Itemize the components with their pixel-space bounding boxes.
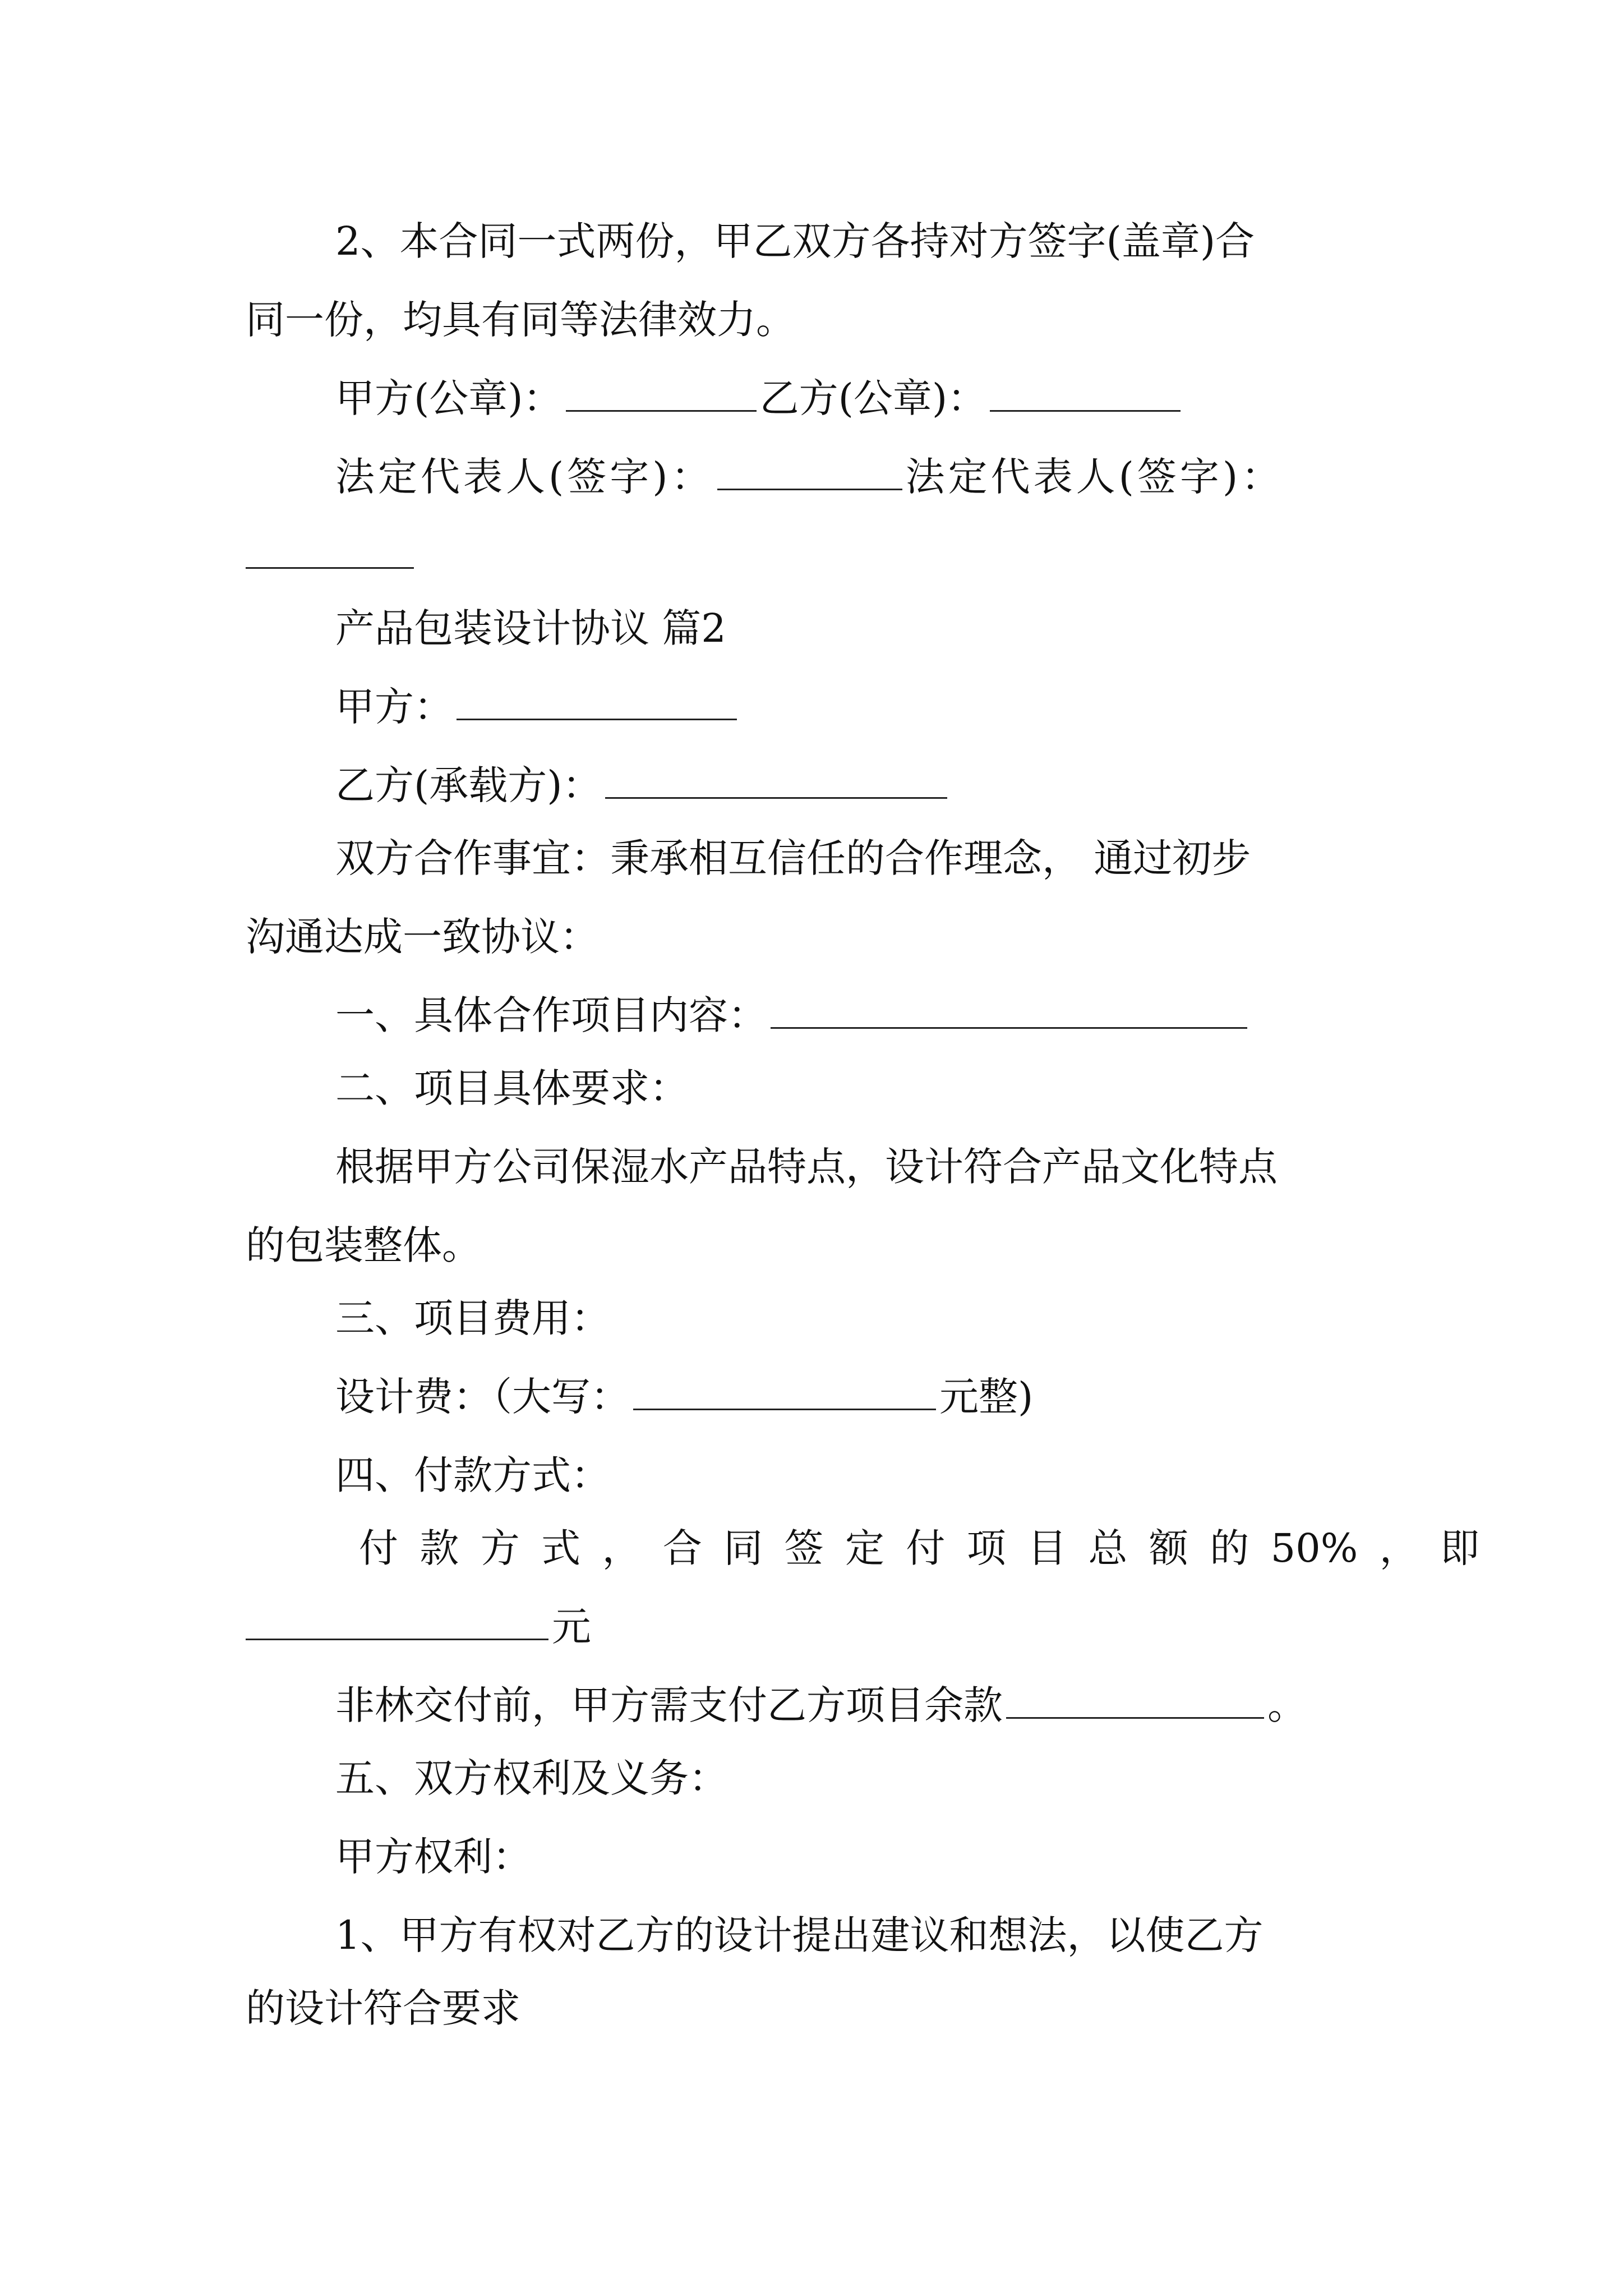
paragraph-line: 同一份，均具有同等法律效力。 bbox=[246, 297, 795, 343]
payment-word: 方 bbox=[480, 1525, 520, 1571]
payment-word: 签 bbox=[784, 1525, 824, 1571]
balance-label: 非林交付前，甲方需支付乙方项目余款 bbox=[335, 1682, 1003, 1728]
design-fee-blank bbox=[633, 1375, 936, 1410]
payment-word: 50% bbox=[1270, 1525, 1358, 1571]
paragraph-line: 1、甲方有权对乙方的设计提出建议和想法，以使乙方 bbox=[335, 1912, 1264, 1958]
paragraph-line: 的包装整体。 bbox=[246, 1222, 481, 1268]
payment-word: 款 bbox=[419, 1525, 459, 1571]
party-a-line bbox=[335, 679, 1623, 735]
design-fee-label: 设计费：（大写： bbox=[335, 1374, 630, 1420]
party-b-rep-blank bbox=[246, 533, 414, 569]
payment-word: ， bbox=[1379, 1525, 1419, 1571]
balance-blank bbox=[1006, 1683, 1264, 1719]
design-fee-line bbox=[335, 1369, 1623, 1425]
party-b-line bbox=[335, 757, 1623, 813]
payment-word: 额 bbox=[1149, 1525, 1188, 1571]
party-a-rep-label: 法定代表人(签字)： bbox=[335, 454, 714, 500]
party-b-rep-label: 法定代表人(签字)： bbox=[905, 454, 1284, 500]
payment-amount-line bbox=[246, 1599, 1623, 1655]
party-a-rep-blank bbox=[717, 455, 902, 490]
payment-word: 合 bbox=[662, 1525, 702, 1571]
paragraph-line: 根据甲方公司保湿水产品特点，设计符合产品文化特点 bbox=[335, 1144, 1278, 1190]
payment-word: 定 bbox=[845, 1525, 884, 1571]
payment-line bbox=[359, 1520, 1623, 1576]
party-a-label: 甲方： bbox=[335, 684, 453, 730]
party-b-blank bbox=[605, 763, 947, 799]
paragraph-line: 的设计符合要求 bbox=[246, 1985, 520, 2031]
project-content-line bbox=[335, 987, 1623, 1043]
section-heading: 四、付款方式： bbox=[335, 1452, 610, 1498]
party-b-label: 乙方(承载方)： bbox=[335, 762, 602, 808]
section-heading: 二、项目具体要求： bbox=[335, 1065, 689, 1111]
payment-word: 项 bbox=[966, 1525, 1006, 1571]
payment-amount-unit: 元 bbox=[552, 1604, 591, 1650]
party-b-seal-blank bbox=[990, 376, 1181, 412]
party-a-blank bbox=[457, 685, 737, 720]
seal-line bbox=[335, 370, 1623, 426]
payment-word: 的 bbox=[1210, 1525, 1249, 1571]
paragraph-line: 2、本合同一式两份，甲乙双方各持对方签字(盖章)合 bbox=[335, 218, 1255, 264]
project-content-label: 一、具体合作项目内容： bbox=[335, 992, 767, 1038]
payment-word: ， bbox=[602, 1525, 642, 1571]
signature-line bbox=[335, 449, 1623, 505]
balance-end: 。 bbox=[1267, 1682, 1307, 1728]
project-content-blank bbox=[771, 993, 1247, 1029]
payment-word: 同 bbox=[723, 1525, 763, 1571]
paragraph-line: 沟通达成一致协议： bbox=[246, 914, 599, 960]
payment-word: 即 bbox=[1440, 1525, 1479, 1571]
section-title: 产品包装设计协议 篇2 bbox=[335, 605, 726, 651]
balance-line bbox=[335, 1677, 1623, 1733]
payment-word: 总 bbox=[1088, 1525, 1128, 1571]
payment-word: 目 bbox=[1027, 1525, 1067, 1571]
payment-word: 付 bbox=[359, 1525, 398, 1571]
design-fee-suffix: 元整) bbox=[939, 1374, 1034, 1420]
payment-word: 式 bbox=[541, 1525, 581, 1571]
payment-word: 付 bbox=[906, 1525, 946, 1571]
payment-words bbox=[359, 1520, 1479, 1576]
party-a-seal-blank bbox=[566, 376, 757, 412]
payment-amount-blank bbox=[246, 1605, 548, 1640]
section-heading: 甲方权利： bbox=[335, 1834, 532, 1880]
signature-blank-line bbox=[246, 527, 1623, 583]
section-heading: 五、双方权利及义务： bbox=[335, 1755, 728, 1801]
section-heading: 三、项目费用： bbox=[335, 1295, 610, 1341]
paragraph-line: 双方合作事宜：秉承相互信任的合作理念， 通过初步 bbox=[335, 835, 1251, 881]
party-b-seal-label: 乙方(公章)： bbox=[759, 375, 987, 421]
party-a-seal-label: 甲方(公章)： bbox=[335, 375, 562, 421]
